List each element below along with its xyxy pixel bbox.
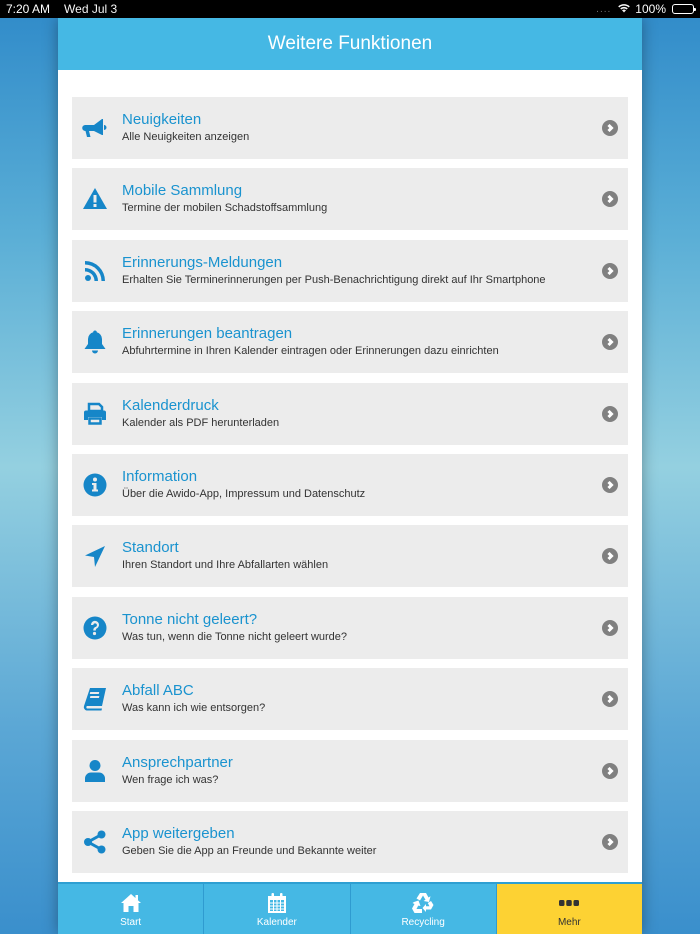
item-title: Standort: [122, 539, 179, 557]
item-title: Erinnerungs-Meldungen: [122, 253, 283, 271]
chevron-right-icon: [602, 263, 618, 279]
item-subtitle: Kalender als PDF herunterladen: [122, 416, 280, 429]
item-title: Ansprechpartner: [122, 753, 233, 771]
book-icon: [82, 686, 108, 712]
warning-icon: [82, 186, 108, 212]
item-title: Abfall ABC: [122, 682, 194, 700]
item-title: Tonne nicht geleert?: [122, 610, 258, 628]
signal-dots: ....: [596, 3, 612, 15]
question-icon: [82, 615, 108, 641]
home-icon: [120, 891, 142, 915]
tab-start[interactable]: [58, 884, 204, 934]
item-subtitle: Was kann ich wie entsorgen?: [122, 702, 266, 715]
item-title: Information: [122, 467, 198, 485]
chevron-right-icon: [602, 477, 618, 493]
page-title: Weitere Funktionen: [267, 33, 433, 54]
more-dots-icon: [559, 891, 579, 915]
status-right: [596, 2, 694, 16]
item-subtitle: Alle Neuigkeiten anzeigen: [122, 131, 250, 143]
item-title: Mobile Sammlung: [122, 182, 243, 200]
list-item-information[interactable]: [72, 454, 628, 516]
tab-label: Mehr: [557, 917, 581, 928]
list-item-kalenderdruck[interactable]: [72, 383, 628, 445]
location-arrow-icon: [82, 543, 108, 569]
tab-recycling[interactable]: [351, 884, 497, 934]
list-item-app-weitergeben[interactable]: [72, 811, 628, 873]
function-list: [72, 97, 628, 882]
bell-icon: [82, 329, 108, 355]
list-item-erinnerungs-meldungen[interactable]: [72, 240, 628, 302]
chevron-right-icon: [602, 406, 618, 422]
info-icon: [82, 472, 108, 498]
chevron-right-icon: [602, 120, 618, 136]
chevron-right-icon: [602, 620, 618, 636]
item-subtitle: Ihren Standort und Ihre Abfallarten wählen: [122, 559, 329, 572]
tab-mehr[interactable]: [497, 884, 642, 934]
item-title: App weitergeben: [122, 824, 235, 842]
item-subtitle: Wen frage ich was?: [122, 773, 219, 786]
item-subtitle: Abfuhrtermine in Ihren Kalender eintragen oder Erinnerungen dazu einrichten: [122, 345, 499, 358]
chevron-right-icon: [602, 548, 618, 564]
tab-kalender[interactable]: [204, 884, 350, 934]
item-subtitle: Was tun, wenn die Tonne nicht geleert wurde?: [122, 630, 348, 643]
share-icon: [82, 829, 108, 855]
user-icon: [82, 758, 108, 784]
printer-icon: [82, 401, 108, 427]
list-item-ansprechpartner[interactable]: [72, 740, 628, 802]
chevron-right-icon: [602, 334, 618, 350]
chevron-right-icon: [602, 834, 618, 850]
item-title: Erinnerungen beantragen: [122, 325, 293, 343]
page-header: [58, 18, 642, 70]
list-item-standort[interactable]: [72, 525, 628, 587]
status-bar: [0, 0, 700, 18]
tab-label: Start: [120, 917, 142, 928]
chevron-right-icon: [602, 691, 618, 707]
wifi-icon: [617, 2, 631, 16]
item-title: Neuigkeiten: [122, 111, 202, 128]
battery-percent: 100%: [635, 2, 666, 16]
tab-label: Kalender: [256, 917, 297, 928]
status-time: 7:20 AM: [6, 2, 51, 16]
chevron-right-icon: [602, 191, 618, 207]
list-item-mobile-sammlung[interactable]: [72, 168, 628, 230]
item-subtitle: Termine der mobilen Schadstoffsammlung: [122, 202, 328, 215]
calendar-icon: [267, 891, 287, 915]
item-subtitle: Geben Sie die App an Freunde und Bekannte weiter: [122, 844, 377, 857]
main-panel: [58, 18, 642, 934]
list-item-tonne-nicht-geleert[interactable]: [72, 597, 628, 659]
status-date: Wed Jul 3: [64, 2, 118, 16]
recycle-icon: [411, 891, 435, 915]
tab-label: Recycling: [401, 917, 445, 928]
megaphone-icon: [82, 115, 108, 141]
item-subtitle: Über die Awido-App, Impressum und Datenschutz: [122, 487, 366, 500]
item-title: Kalenderdruck: [122, 396, 219, 414]
list-item-erinnerungen-beantragen[interactable]: [72, 311, 628, 373]
rss-icon: [82, 258, 108, 284]
item-subtitle: Erhalten Sie Terminerinnerungen per Push-Benachrichtigung direkt auf Ihr Smartphone: [122, 273, 546, 286]
list-item-neuigkeiten[interactable]: [72, 97, 628, 159]
chevron-right-icon: [602, 763, 618, 779]
battery-icon: [672, 4, 694, 14]
tab-bar: [58, 882, 642, 934]
list-item-abfall-abc[interactable]: [72, 668, 628, 730]
